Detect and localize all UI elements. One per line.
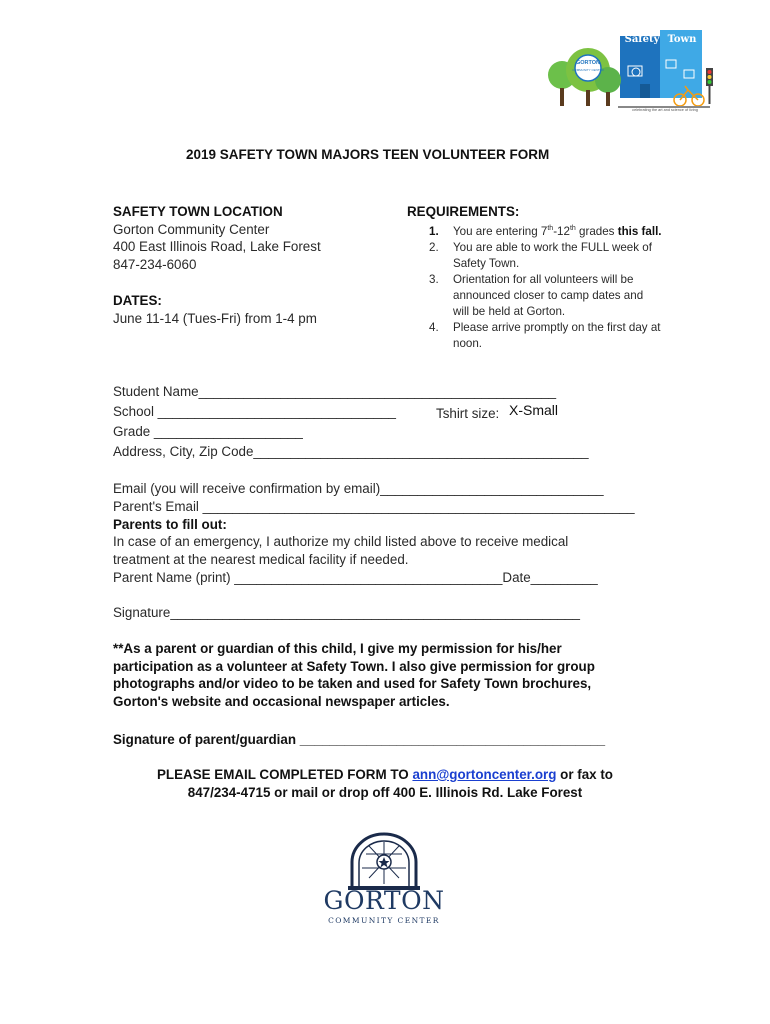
contact-email-link[interactable]: ann@gortoncenter.org [412,767,557,782]
requirement-number: 3. [429,272,439,286]
superscript: th [569,224,576,232]
submit-instructions [100,766,670,784]
emergency-text-line2: treatment at the nearest medical facility if needed. [113,552,409,567]
gorton-logo-sub: COMMUNITY CENTER [328,916,440,925]
location-phone: 847-234-6060 [113,256,197,272]
permission-text [113,640,595,710]
requirements-list [429,224,682,352]
permission-line: Gorton's website and occasional newspaper articles. [113,693,450,709]
safety-town-logo [548,28,720,114]
submit-instructions-line2: 847/234-4715 or mail or drop off 400 E. Illinois Rd. Lake Forest [187,785,583,800]
dates-value: June 11-14 (Tues-Fri) from 1-4 pm [113,310,317,326]
requirement-item [429,272,653,320]
gorton-logo [322,832,446,928]
gorton-arch-icon [322,832,446,892]
student-name-field[interactable]: Student Name________________________________________________ [113,384,557,399]
location-name: Gorton Community Center [113,221,270,237]
requirement-text: You are entering 7 [453,224,548,238]
tshirt-label: Tshirt size: [436,406,500,421]
tshirt-size-value[interactable]: X-Small [509,402,559,418]
location-block [113,203,403,273]
location-heading: SAFETY TOWN LOCATION [113,204,283,219]
parent-name-field[interactable]: Parent Name (print) ____________________________________Date_________ [113,570,598,585]
tree-badge-sub: COMMUNITY CENTER [572,68,604,72]
school-field[interactable]: School ________________________________ [113,404,396,419]
tree-badge-name: GORTON [575,60,601,66]
permission-line: photographs and/or video to be taken and used for Safety Town brochures, [113,676,592,691]
requirement-item [429,320,683,352]
permission-line: **As a parent or guardian of this child, I give my permission for his/her [113,641,562,656]
parents-heading: Parents to fill out: [113,517,227,532]
parent-email-field[interactable]: Parent's Email __________________________________________________________ [113,499,635,514]
form-title: 2019 SAFETY TOWN MAJORS TEEN VOLUNTEER FORM [186,147,550,162]
requirements-heading: REQUIREMENTS: [407,204,520,219]
gorton-logo-name: GORTON [323,886,445,915]
location-address: 400 East Illinois Road, Lake Forest [113,239,321,254]
signature-field[interactable]: Signature_______________________________________________________ [113,605,580,620]
requirement-text: Orientation for all volunteers will be announced closer to camp dates and will be held at Gorton. [453,272,644,318]
requirement-text: grades [575,224,618,238]
address-field[interactable]: Address, City, Zip Code_____________________________________________ [113,444,589,459]
guardian-signature-field[interactable]: Signature of parent/guardian _________________________________________ [113,732,606,747]
dates-heading: DATES: [113,293,162,308]
email-field[interactable]: Email (you will receive confirmation by email)______________________________ [113,481,604,496]
requirements-block [407,203,682,352]
emergency-text-line1: In case of an emergency, I authorize my child listed above to receive medical [113,534,569,549]
submit-instructions-suffix: or fax to [556,767,613,782]
logo-tagline: celebrating the art and science of living [632,108,698,112]
requirement-number: 1. [429,224,439,238]
submit-instructions-prefix: PLEASE EMAIL COMPLETED FORM TO [157,767,413,782]
requirement-text: -12 [553,224,570,238]
requirement-item [429,224,671,240]
requirement-item [429,240,653,272]
grade-field[interactable]: Grade ____________________ [113,424,303,439]
permission-line: participation as a volunteer at Safety Town. I also give permission for group [113,658,595,674]
requirement-text: You are able to work the FULL week of Safety Town. [453,240,652,270]
requirement-emphasis: this fall. [617,224,662,238]
town-sign: Town [667,34,697,45]
requirement-number: 2. [429,240,439,254]
requirement-text: Please arrive promptly on the first day at noon. [453,320,661,350]
superscript: th [547,224,554,232]
requirement-number: 4. [429,320,439,334]
safety-sign: Safety [624,34,660,45]
dates-block [113,292,403,327]
